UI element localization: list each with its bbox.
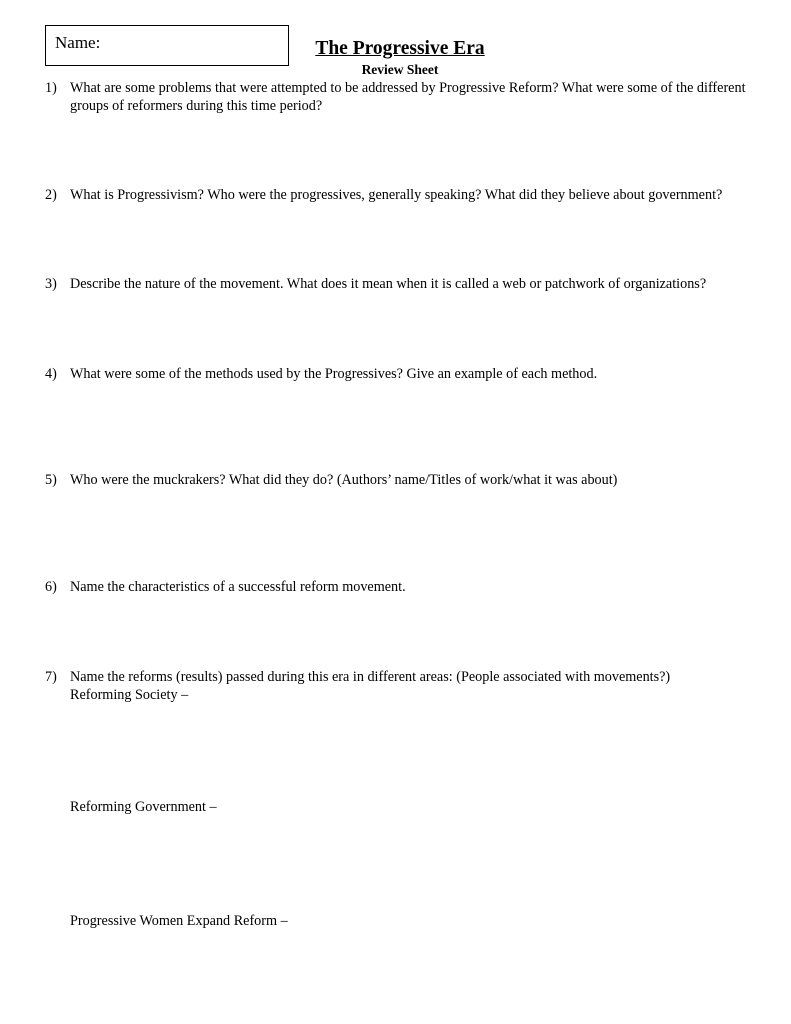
- question-7: [45, 668, 765, 686]
- question-1: [45, 79, 765, 115]
- question-number: 5): [45, 472, 57, 488]
- question-text: Name the characteristics of a successful reform movement.: [70, 579, 406, 595]
- question-text: What are some problems that were attempted to be addressed by Progressive Reform? What were some of the different groups of reformers during this time period?: [70, 80, 746, 114]
- question-number: 6): [45, 579, 57, 595]
- question-number: 7): [45, 669, 57, 685]
- reform-area-women: Progressive Women Expand Reform –: [70, 913, 288, 929]
- question-6: [45, 578, 765, 596]
- question-text: Describe the nature of the movement. What does it mean when it is called a web or patchwork of organizations?: [70, 276, 707, 292]
- question-number: 1): [45, 80, 57, 96]
- page-subtitle: Review Sheet: [361, 62, 439, 77]
- question-number: 4): [45, 366, 57, 382]
- reform-area-society: Reforming Society –: [70, 687, 189, 703]
- question-text: What is Progressivism? Who were the progressives, generally speaking? What did they believe about government?: [70, 187, 723, 203]
- name-label: Name:: [55, 33, 101, 52]
- question-text: Who were the muckrakers? What did they do? (Authors’ name/Titles of work/what it was about): [70, 472, 618, 488]
- question-5: [45, 471, 765, 489]
- question-number: 3): [45, 276, 57, 292]
- name-field[interactable]: [45, 25, 289, 66]
- question-text: What were some of the methods used by the Progressives? Give an example of each method.: [70, 366, 598, 382]
- question-3: [45, 275, 765, 293]
- question-text: Name the reforms (results) passed during this era in different areas: (People associated with movements?): [70, 669, 671, 685]
- question-2: [45, 186, 765, 204]
- page-title: The Progressive Era: [315, 38, 485, 59]
- question-4: [45, 365, 765, 383]
- question-number: 2): [45, 187, 57, 203]
- reform-area-government: Reforming Government –: [70, 799, 217, 815]
